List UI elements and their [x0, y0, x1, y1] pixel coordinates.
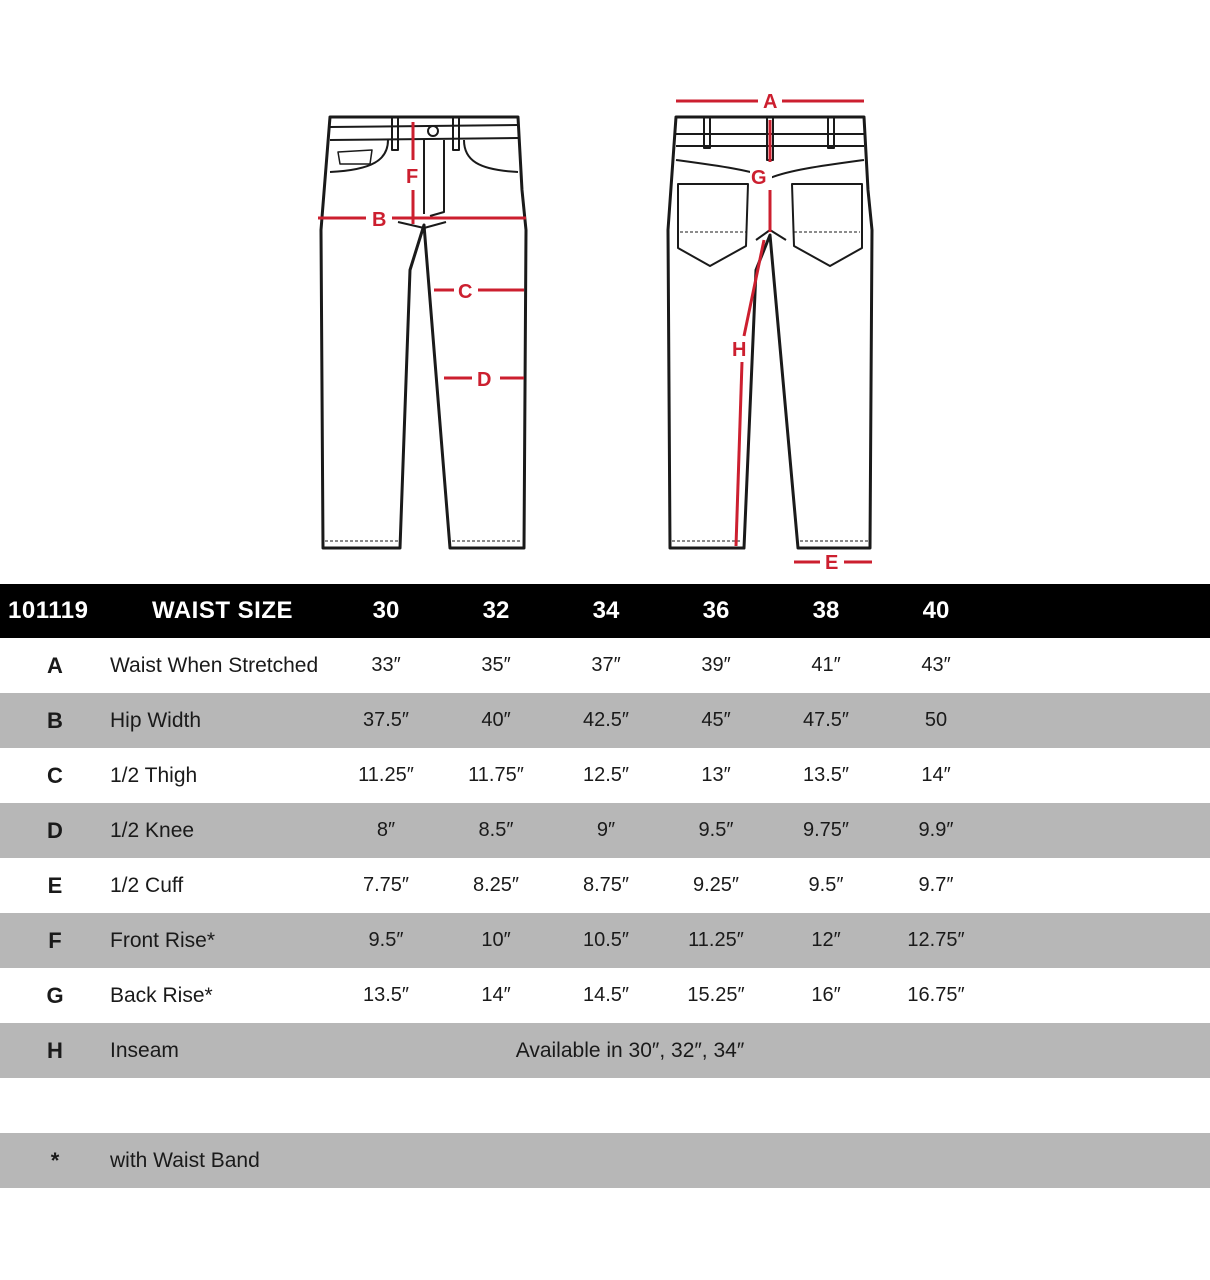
measure-line-h-lower	[736, 362, 742, 546]
table-row-half-thigh	[0, 748, 1210, 803]
measure-label-h: H	[732, 339, 747, 361]
size-chart-table	[0, 584, 1210, 1188]
waist-size-heading: WAIST SIZE	[152, 597, 294, 624]
table-row-half-cuff	[0, 858, 1210, 913]
value-cell: 12.75″	[907, 929, 965, 951]
value-cell: 43″	[921, 654, 951, 676]
front-fly	[424, 140, 444, 216]
value-cell: 9.75″	[802, 819, 849, 841]
value-cell: 9″	[596, 819, 616, 841]
value-cell: 14″	[481, 984, 511, 1006]
value-cell: 10″	[481, 929, 511, 951]
measurement-name: Hip Width	[110, 708, 202, 732]
front-waistband	[330, 125, 518, 140]
value-cell: 7.75″	[362, 874, 409, 896]
value-cell: 42.5″	[582, 709, 629, 731]
value-cell: 37″	[591, 654, 621, 676]
measure-label-c: C	[458, 281, 473, 303]
table-spacer-row	[0, 1078, 1210, 1133]
front-belt-loops	[392, 118, 459, 150]
measurement-name: Inseam	[110, 1038, 179, 1062]
value-cell: 9.7″	[918, 874, 954, 896]
footnote-row	[0, 1133, 1210, 1188]
row-letter: G	[46, 982, 64, 1008]
front-measurements	[318, 122, 526, 378]
table-row-hip-width	[0, 693, 1210, 748]
value-cell: 9.5″	[808, 874, 844, 896]
table-row-back-rise	[0, 968, 1210, 1023]
size-header-cell: 40	[922, 597, 950, 624]
table-row-front-rise	[0, 913, 1210, 968]
front-crotch	[398, 222, 446, 228]
measurement-name: Waist When Stretched	[110, 653, 319, 677]
value-cell: 11.75″	[468, 764, 524, 786]
value-cell: 9.5″	[368, 929, 404, 951]
value-cell: 10.5″	[582, 929, 629, 951]
front-right-pocket	[464, 140, 518, 172]
back-measurements	[676, 101, 872, 562]
value-cell: 11.25″	[358, 764, 414, 786]
table-row-inseam	[0, 1023, 1210, 1078]
value-cell: 33″	[371, 654, 401, 676]
value-cell: 14″	[921, 764, 951, 786]
value-cell: 12.5″	[582, 764, 629, 786]
value-cell: 8.25″	[472, 874, 519, 896]
value-cell: 9.9″	[918, 819, 954, 841]
measurement-name: Back Rise*	[110, 983, 213, 1007]
footnote-symbol: *	[50, 1147, 60, 1173]
measure-label-f: F	[406, 166, 419, 188]
measurement-name: 1/2 Cuff	[110, 873, 184, 897]
value-cell: 47.5″	[802, 709, 849, 731]
value-cell: 9.25″	[692, 874, 739, 896]
value-cell: 16″	[811, 984, 841, 1006]
value-cell: 40″	[481, 709, 511, 731]
row-letter: H	[47, 1037, 63, 1063]
measurement-name: 1/2 Thigh	[110, 763, 198, 787]
size-header-cell: 38	[812, 597, 840, 624]
inseam-availability: Available in 30″, 32″, 34″	[515, 1038, 745, 1062]
front-button	[428, 126, 438, 136]
value-cell: 14.5″	[582, 984, 629, 1006]
front-coin-pocket	[338, 150, 372, 164]
row-letter: E	[47, 872, 63, 898]
value-cell: 15.25″	[687, 984, 745, 1006]
size-header-cell: 30	[372, 597, 400, 624]
product-code: 101119	[8, 597, 89, 624]
value-cell: 35″	[481, 654, 511, 676]
value-cell: 8.75″	[582, 874, 629, 896]
value-cell: 13.5″	[802, 764, 849, 786]
value-cell: 13″	[701, 764, 731, 786]
size-header-cell: 32	[482, 597, 510, 624]
front-view-pants	[321, 117, 526, 548]
value-cell: 45″	[701, 709, 731, 731]
value-cell: 11.25″	[688, 929, 744, 951]
row-letter: A	[47, 652, 63, 678]
size-header-cell: 34	[592, 597, 620, 624]
table-row-waist-stretched	[0, 638, 1210, 693]
measurement-name: 1/2 Knee	[110, 818, 195, 842]
size-header-cell: 36	[702, 597, 730, 624]
measure-label-a: A	[763, 91, 778, 113]
back-left-pocket	[678, 184, 748, 266]
measurement-name: Front Rise*	[110, 928, 216, 952]
pants-measurement-diagram	[0, 0, 1210, 584]
value-cell: 13.5″	[362, 984, 409, 1006]
value-cell: 16.75″	[907, 984, 965, 1006]
value-cell: 8″	[376, 819, 396, 841]
value-cell: 8.5″	[478, 819, 514, 841]
row-letter: D	[47, 817, 63, 843]
back-right-pocket	[792, 184, 862, 266]
value-cell: 12″	[811, 929, 841, 951]
row-letter: B	[47, 707, 63, 733]
measure-label-g: G	[751, 167, 767, 189]
value-cell: 50	[924, 709, 948, 731]
row-letter: F	[48, 927, 62, 953]
value-cell: 41″	[811, 654, 841, 676]
value-cell: 39″	[701, 654, 731, 676]
measure-label-d: D	[477, 369, 492, 391]
table-header-row	[0, 584, 1210, 638]
value-cell: 37.5″	[362, 709, 409, 731]
footnote-text: with Waist Band	[110, 1148, 260, 1172]
measure-label-e: E	[825, 552, 839, 574]
row-letter: C	[47, 762, 63, 788]
table-row-half-knee	[0, 803, 1210, 858]
measure-label-b: B	[372, 209, 387, 231]
value-cell: 9.5″	[698, 819, 734, 841]
